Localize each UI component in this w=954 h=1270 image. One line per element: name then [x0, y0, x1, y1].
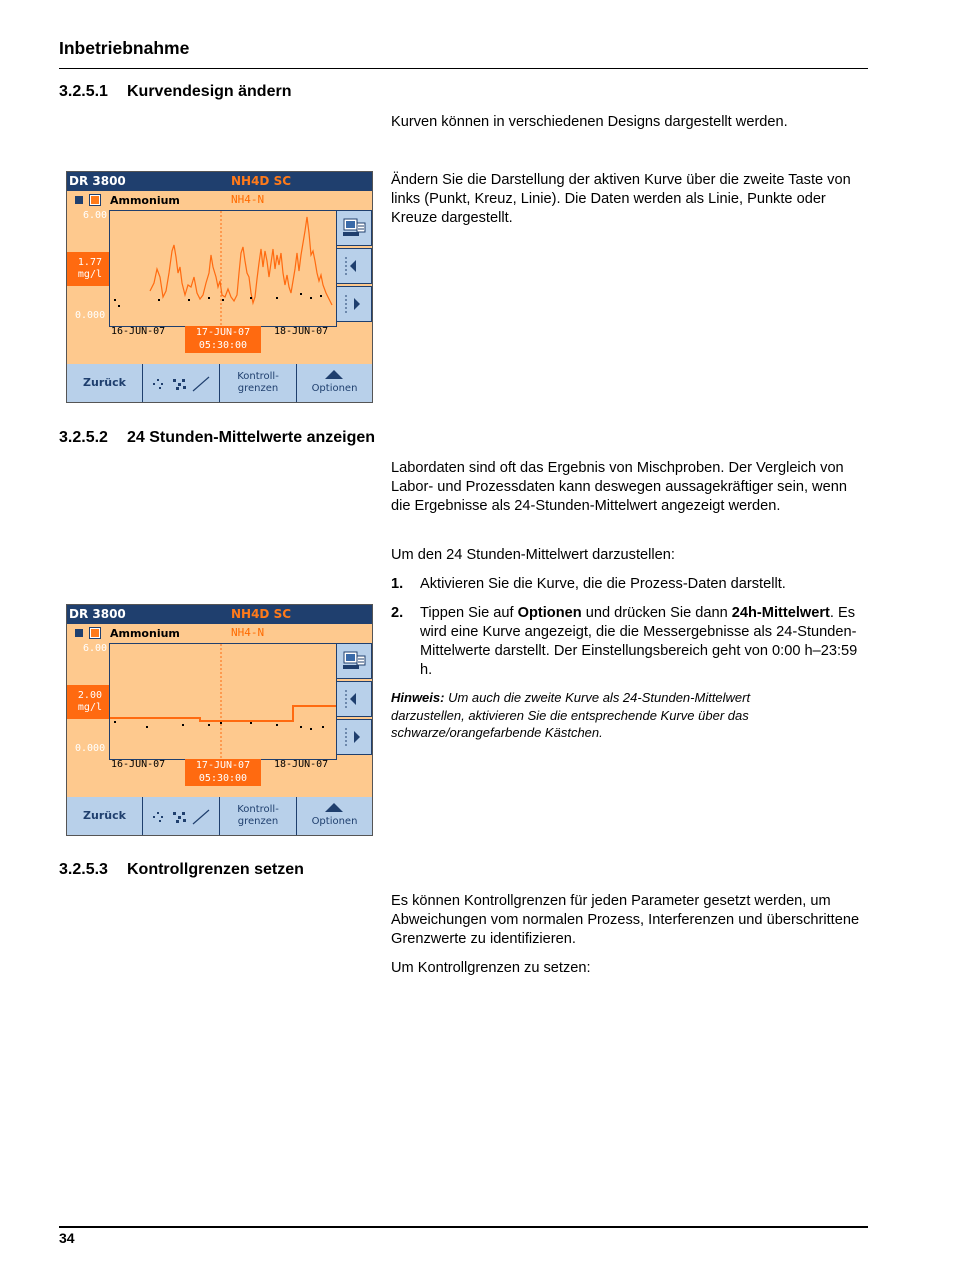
x-label-cursor — [185, 759, 261, 786]
scroll-right-button[interactable] — [336, 286, 372, 322]
y-min-label: 0.000 — [75, 743, 106, 754]
control-limits-label-1: Kontroll- — [237, 804, 279, 815]
x-label-end: 18-JUN-07 — [274, 759, 329, 770]
computer-icon — [337, 644, 371, 678]
control-limits-label-1: Kontroll- — [237, 371, 279, 382]
step-2 — [391, 604, 869, 680]
triangle-up-icon — [297, 368, 372, 384]
note-label: Hinweis: — [391, 690, 445, 705]
control-limits-button[interactable] — [220, 797, 297, 835]
screen-title-bar — [67, 172, 372, 191]
point-cross-line-icon — [143, 797, 220, 835]
parameter-label: Ammonium — [110, 627, 180, 640]
device-name: DR 3800 — [69, 607, 126, 621]
options-button[interactable] — [297, 797, 372, 835]
step-number: 2. — [391, 605, 404, 621]
screen-bottom-bar — [67, 797, 372, 835]
page-header-title: Inbetriebnahme — [59, 38, 190, 58]
y-current-value-box — [67, 685, 109, 719]
y-unit: mg/l — [77, 269, 102, 280]
curve-graph — [110, 211, 336, 326]
options-keyword: Optionen — [517, 605, 582, 621]
page-number: 34 — [59, 1230, 75, 1246]
cursor-time: 05:30:00 — [198, 773, 248, 784]
lab-data-points — [114, 293, 322, 307]
section-title-text: 24 Stunden-Mittelwerte anzeigen — [127, 429, 376, 446]
curve-style-button[interactable] — [143, 797, 220, 835]
device-screen-24h-average — [66, 604, 373, 836]
subparameter-label: NH4-N — [231, 626, 265, 639]
x-label-end: 18-JUN-07 — [274, 326, 329, 337]
step-text: Tippen Sie auf Optionen und drücken Sie dann 24h-Mittelwert. Es wird eine Kurve angezeigt, die die Messergebnisse als 24-Stunden-Mittelwerte darstellt. Der Einstellungsbereich geht von 0:00 h–23:59 h. — [420, 605, 858, 678]
average-curve — [110, 706, 336, 721]
arrow-right-icon — [337, 720, 371, 754]
curve2-select-box[interactable] — [89, 194, 101, 206]
back-button[interactable]: Zurück — [67, 364, 143, 402]
x-label-cursor — [185, 326, 261, 353]
lab-data-points — [114, 721, 324, 730]
section-title-text: Kurvendesign ändern — [127, 83, 292, 100]
cursor-time: 05:30:00 — [198, 340, 248, 351]
probe-name: NH4D SC — [231, 607, 292, 621]
x-label-start: 16-JUN-07 — [111, 759, 166, 770]
point-cross-line-icon — [143, 364, 220, 402]
device-name: DR 3800 — [69, 174, 126, 188]
step-1 — [391, 575, 869, 594]
section-title-3-2-5-1 — [59, 83, 291, 101]
parameter-label: Ammonium — [110, 194, 180, 207]
arrow-right-icon — [337, 287, 371, 321]
plot-area[interactable] — [109, 643, 337, 760]
sec2-paragraph-1: Labordaten sind oft das Ergebnis von Mischproben. Der Vergleich von Labor- und Prozessdaten kann deswegen aussagekräftiger sein, wenn die Ergebnisse als 24-Stunden-Mittelwert angezeigt werden. — [391, 460, 847, 514]
cursor-date: 17-JUN-07 — [195, 327, 251, 338]
curve1-select-box[interactable] — [75, 196, 83, 204]
screen-bottom-bar — [67, 364, 372, 402]
control-limits-button[interactable] — [220, 364, 297, 402]
back-button[interactable]: Zurück — [67, 797, 143, 835]
data-transfer-button[interactable] — [336, 643, 372, 679]
options-label: Optionen — [311, 816, 358, 827]
y-unit: mg/l — [77, 702, 102, 713]
curve-style-button[interactable] — [143, 364, 220, 402]
note-text: Um auch die zweite Kurve als 24-Stunden-Mittelwert darzustellen, aktivieren Sie die entsprechende Kurve über das schwarze/orangefarbende Kästchen. — [391, 690, 751, 740]
control-limits-label-2: grenzen — [237, 383, 279, 394]
control-limits-label-2: grenzen — [237, 816, 279, 827]
sec3-paragraph-1: Es können Kontrollgrenzen für jeden Parameter gesetzt werden, um Abweichungen vom normalen Prozess, Interferenzen und überschrittene Grenzwerte zu identifizieren. — [391, 893, 860, 947]
subparameter-label: NH4-N — [231, 193, 265, 206]
section-title-text: Kontrollgrenzen setzen — [127, 861, 304, 878]
options-button[interactable] — [297, 364, 372, 402]
step-text: Aktivieren Sie die Kurve, die die Prozess-Daten darstellt. — [420, 576, 786, 592]
note — [391, 689, 811, 742]
section-number: 3.2.5.2 — [59, 429, 108, 446]
triangle-up-icon — [297, 801, 372, 817]
scroll-right-button[interactable] — [336, 719, 372, 755]
y-current-value: 1.77 — [77, 257, 102, 268]
average-keyword: 24h-Mittelwert — [731, 605, 830, 621]
sec1-paragraph-2: Ändern Sie die Darstellung der aktiven Kurve über die zweite Taste von links (Punkt, Kreuz, Linie). Die Daten werden als Linie, Punkte oder Kreuze dargestellt. — [391, 172, 851, 226]
step-number: 1. — [391, 576, 404, 592]
arrow-left-icon — [337, 682, 371, 716]
header-rule — [59, 68, 868, 69]
scroll-left-button[interactable] — [336, 248, 372, 284]
footer-rule — [59, 1226, 868, 1228]
section-title-3-2-5-3 — [59, 861, 304, 879]
curve2-select-box[interactable] — [89, 627, 101, 639]
cursor-date: 17-JUN-07 — [195, 760, 251, 771]
process-curve — [150, 217, 332, 305]
curve-graph — [110, 644, 336, 759]
y-max-label: 6.00 — [83, 210, 108, 221]
options-label: Optionen — [311, 383, 358, 394]
computer-icon — [337, 211, 371, 245]
sec2-paragraph-2: Um den 24 Stunden-Mittelwert darzustellen: — [391, 547, 675, 563]
scroll-left-button[interactable] — [336, 681, 372, 717]
section-number: 3.2.5.1 — [59, 83, 108, 100]
x-label-start: 16-JUN-07 — [111, 326, 166, 337]
plot-area[interactable] — [109, 210, 337, 327]
y-max-label: 6.00 — [83, 643, 108, 654]
section-title-3-2-5-2 — [59, 429, 375, 447]
screen-title-bar — [67, 605, 372, 624]
section-number: 3.2.5.3 — [59, 861, 108, 878]
sec1-paragraph-1: Kurven können in verschiedenen Designs dargestellt werden. — [391, 114, 788, 130]
arrow-left-icon — [337, 249, 371, 283]
y-current-value: 2.00 — [77, 690, 102, 701]
probe-name: NH4D SC — [231, 174, 292, 188]
device-screen-curve-design — [66, 171, 373, 403]
data-transfer-button[interactable] — [336, 210, 372, 246]
curve1-select-box[interactable] — [75, 629, 83, 637]
y-current-value-box — [67, 252, 109, 286]
y-min-label: 0.000 — [75, 310, 106, 321]
sec3-paragraph-2: Um Kontrollgrenzen zu setzen: — [391, 960, 591, 976]
